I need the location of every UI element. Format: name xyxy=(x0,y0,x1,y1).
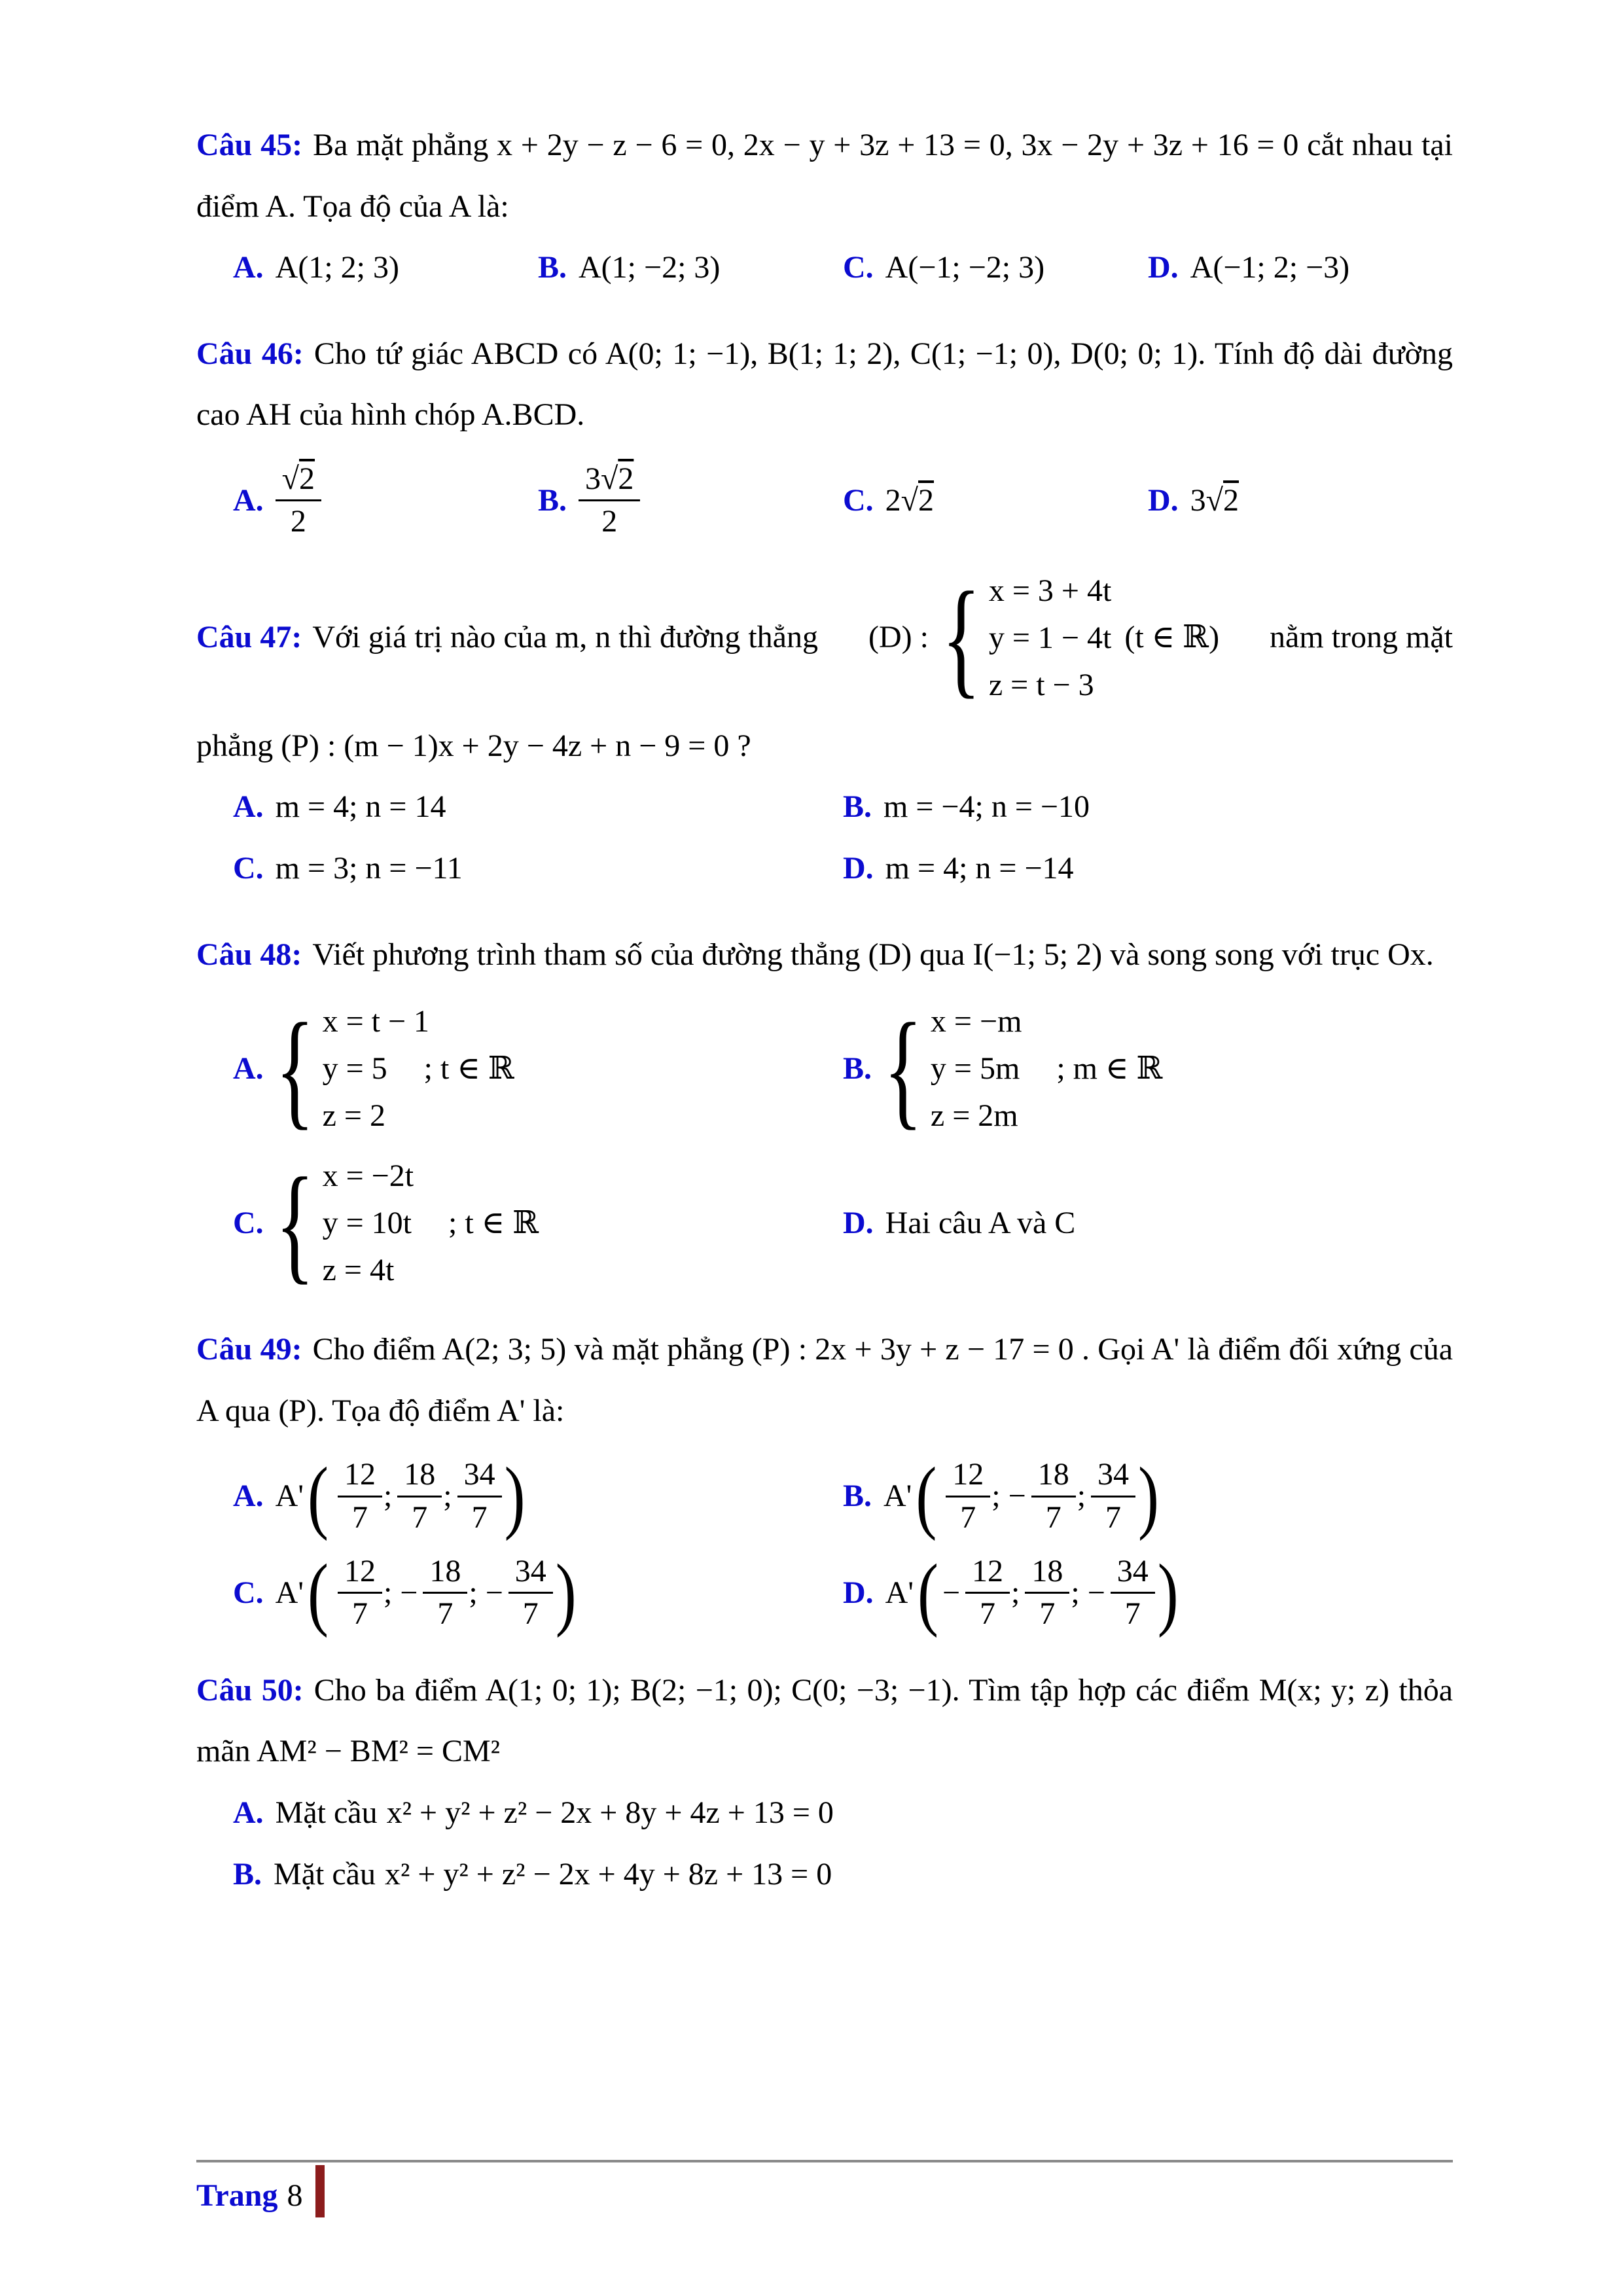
option-49-C xyxy=(233,1547,843,1638)
option-text: A(1; −2; 3) xyxy=(579,250,721,285)
coordinate xyxy=(467,1551,552,1635)
option-46-C xyxy=(843,470,1148,531)
question-47-stem xyxy=(196,567,1453,709)
system-line-x: x = 3 + 4t xyxy=(988,573,1112,608)
separator: ; xyxy=(1011,1575,1020,1611)
domain-note: ; m ∈ ℝ xyxy=(1056,1051,1163,1086)
question-47-stem-continued: phẳng (P) : (m − 1)x + 2y − 4z + n − 9 = 0 ? xyxy=(196,728,751,763)
left-brace: { xyxy=(883,996,923,1141)
fraction-numerator: 34 xyxy=(514,1554,546,1589)
option-intro: Mặt cầu xyxy=(275,1795,378,1831)
system-line-y xyxy=(323,1200,539,1247)
option-text: m = −4; n = −10 xyxy=(883,789,1090,825)
root-expression xyxy=(1190,470,1239,531)
system-line-z: z = 2m xyxy=(930,1098,1018,1134)
fraction xyxy=(338,1454,382,1538)
radicand: 2 xyxy=(1223,483,1240,518)
fraction-denominator: 2 xyxy=(276,499,321,542)
left-paren: ( xyxy=(307,1450,329,1542)
radicand: 2 xyxy=(918,483,935,518)
fraction-numerator: 12 xyxy=(344,1554,376,1589)
coordinate xyxy=(382,1454,442,1538)
fraction-denominator: 7 xyxy=(1111,1592,1155,1634)
option-49-A xyxy=(233,1450,843,1542)
option-46-B xyxy=(538,459,843,543)
system-line-x: x = t − 1 xyxy=(322,1004,430,1039)
fraction xyxy=(1111,1551,1155,1635)
coefficient: 2 xyxy=(885,483,901,518)
parametric-system xyxy=(942,567,1111,709)
question-48-label: Câu 48: xyxy=(196,937,302,972)
line-definition xyxy=(868,567,1219,709)
question-48-stem xyxy=(196,924,1453,986)
option-47-D xyxy=(843,838,1453,899)
option-letter: A. xyxy=(233,1795,264,1831)
separator: ; − xyxy=(991,1479,1026,1514)
fraction-denominator: 7 xyxy=(457,1496,502,1538)
fraction xyxy=(276,459,321,543)
coordinate xyxy=(1010,1551,1069,1635)
fraction-numerator: 12 xyxy=(344,1457,376,1492)
separator: ; − xyxy=(1071,1575,1105,1611)
fraction-denominator: 7 xyxy=(965,1592,1010,1634)
question-48 xyxy=(196,924,1453,1295)
option-letter: A. xyxy=(233,250,264,285)
fraction xyxy=(423,1551,467,1635)
left-paren: ( xyxy=(916,1450,937,1542)
coordinate-triple xyxy=(883,1450,1162,1542)
question-50-stem-text: Cho ba điểm A(1; 0; 1); B(2; −1; 0); C(0; −3; −1). Tìm tập hợp các điểm M(x; y; z) thỏa mãn AM² − BM² = CM² xyxy=(196,1672,1454,1769)
right-paren: ) xyxy=(504,1450,526,1542)
system-line-text: y = 5 xyxy=(322,1051,387,1086)
option-letter: D. xyxy=(843,1206,874,1241)
domain-note: ; t ∈ ℝ xyxy=(448,1206,539,1241)
fraction-denominator: 2 xyxy=(579,499,640,542)
stem-segment xyxy=(196,613,818,663)
point-name: A' xyxy=(883,1479,912,1514)
left-paren: ( xyxy=(307,1547,329,1638)
radicand: 2 xyxy=(299,461,315,496)
question-45 xyxy=(196,115,1453,298)
option-letter: B. xyxy=(233,1856,262,1892)
domain-note: (t ∈ ℝ) xyxy=(1124,620,1220,655)
point-name: A' xyxy=(275,1575,304,1611)
question-46-label: Câu 46: xyxy=(196,336,304,371)
option-50-A xyxy=(196,1782,1453,1844)
option-letter: C. xyxy=(843,483,874,518)
root-expression xyxy=(885,470,934,531)
domain-note: ; t ∈ ℝ xyxy=(423,1051,514,1086)
coordinate xyxy=(331,1454,382,1538)
question-49 xyxy=(196,1319,1454,1638)
option-text: A(−1; 2; −3) xyxy=(1190,250,1350,285)
option-48-C xyxy=(233,1153,843,1294)
question-49-stem xyxy=(196,1319,1453,1441)
option-letter: D. xyxy=(1148,250,1179,285)
option-letter: B. xyxy=(538,483,567,518)
fraction-denominator: 7 xyxy=(1091,1496,1135,1538)
system-line-text: y = 5m xyxy=(930,1051,1020,1086)
fraction-denominator: 7 xyxy=(1025,1592,1069,1634)
fraction xyxy=(338,1551,382,1635)
system-rows xyxy=(323,1153,539,1294)
option-letter: B. xyxy=(843,1051,872,1086)
question-50-label: Câu 50: xyxy=(196,1672,304,1708)
question-46-stem-text: Cho tứ giác ABCD có A(0; 1; −1), B(1; 1; 2), C(1; −1; 0), D(0; 0; 1). Tính độ dài đường cao AH của hình chóp A.BCD. xyxy=(196,336,1453,433)
left-brace: { xyxy=(941,565,981,710)
option-letter: B. xyxy=(538,250,567,285)
fraction-numerator: 34 xyxy=(463,1457,495,1492)
fraction xyxy=(1025,1551,1069,1635)
system-line-z: z = 2 xyxy=(322,1098,385,1134)
right-paren: ) xyxy=(555,1547,577,1638)
separator: ; − xyxy=(383,1575,418,1611)
question-45-options xyxy=(196,237,1453,298)
fraction xyxy=(1031,1454,1076,1538)
option-letter: A. xyxy=(233,789,264,825)
stem-segment: nằm trong mặt xyxy=(1270,620,1453,655)
fraction-numerator xyxy=(579,459,640,499)
right-paren: ) xyxy=(1138,1450,1160,1542)
fraction-denominator: 7 xyxy=(397,1496,442,1538)
fraction xyxy=(965,1551,1010,1635)
question-47 xyxy=(196,567,1453,899)
question-49-label: Câu 49: xyxy=(196,1332,302,1367)
fraction-numerator: 12 xyxy=(952,1457,984,1492)
separator: ; xyxy=(1077,1479,1086,1514)
radical-sign: √ xyxy=(281,461,300,496)
system-line-x: x = −2t xyxy=(322,1158,414,1194)
fraction-denominator: 7 xyxy=(423,1592,467,1634)
parametric-system xyxy=(883,998,1162,1139)
option-letter: C. xyxy=(843,250,874,285)
coordinate-triple xyxy=(885,1547,1181,1638)
stem-text: Với giá trị nào của m, n thì đường thẳng xyxy=(312,620,818,655)
fraction xyxy=(946,1454,990,1538)
footer-red-bar xyxy=(315,2165,325,2217)
option-letter: D. xyxy=(1148,483,1179,518)
question-45-label: Câu 45: xyxy=(196,128,303,162)
question-47-options-row-1 xyxy=(196,776,1453,838)
question-46-stem xyxy=(196,323,1453,446)
coordinate xyxy=(442,1454,501,1538)
coefficient: 3 xyxy=(1190,483,1206,518)
option-47-B xyxy=(843,776,1453,838)
option-letter: A. xyxy=(233,1479,264,1514)
option-letter: D. xyxy=(843,1575,874,1611)
separator: ; − xyxy=(469,1575,503,1611)
question-50 xyxy=(196,1660,1453,1905)
coordinate xyxy=(939,1454,990,1538)
option-text: m = 4; n = 14 xyxy=(275,789,446,825)
fraction-denominator: 7 xyxy=(1031,1496,1076,1538)
question-47-label: Câu 47: xyxy=(196,620,302,655)
question-50-stem xyxy=(196,1660,1453,1782)
option-45-B xyxy=(538,237,843,298)
page-footer xyxy=(196,2160,1453,2217)
radicand: 2 xyxy=(618,461,634,496)
fraction xyxy=(397,1454,442,1538)
option-48-B xyxy=(843,998,1453,1139)
option-49-B xyxy=(843,1450,1453,1542)
square-root xyxy=(282,459,315,499)
coordinate xyxy=(1069,1551,1154,1635)
system-line-x: x = −m xyxy=(930,1004,1022,1039)
coordinate-triple xyxy=(275,1547,579,1638)
radical-sign: √ xyxy=(601,461,618,496)
left-brace: { xyxy=(275,1151,315,1295)
question-49-stem-text: Cho điểm A(2; 3; 5) và mặt phẳng (P) : 2x + 3y + z − 17 = 0 . Gọi A' là điểm đối xứng của A qua (P). Tọa độ điểm A' là: xyxy=(196,1332,1454,1428)
coordinate xyxy=(990,1454,1075,1538)
separator: − xyxy=(942,1575,961,1611)
separator: ; xyxy=(383,1479,393,1514)
system-rows xyxy=(323,998,514,1139)
point-name: A' xyxy=(275,1479,304,1514)
fraction-numerator: 34 xyxy=(1116,1554,1149,1589)
option-letter: A. xyxy=(233,483,264,518)
coordinate xyxy=(1076,1454,1135,1538)
option-45-A xyxy=(233,237,538,298)
fraction-denominator: 7 xyxy=(338,1496,382,1538)
footer-text xyxy=(196,2173,1453,2217)
option-text: A(−1; −2; 3) xyxy=(885,250,1045,285)
option-equation: x² + y² + z² − 2x + 8y + 4z + 13 = 0 xyxy=(386,1795,834,1831)
option-47-C xyxy=(233,838,843,899)
option-letter: D. xyxy=(843,850,874,886)
option-letter: B. xyxy=(843,789,872,825)
square-root xyxy=(601,459,633,499)
footer-page-label: Trang xyxy=(196,2178,278,2213)
fraction xyxy=(508,1551,553,1635)
system-rows xyxy=(931,998,1163,1139)
question-49-options-row-1 xyxy=(196,1450,1453,1542)
square-root xyxy=(1206,483,1239,518)
fraction-denominator: 7 xyxy=(946,1496,990,1538)
option-49-D xyxy=(843,1547,1453,1638)
separator: ; xyxy=(443,1479,452,1514)
point-name: A' xyxy=(885,1575,914,1611)
radical-sign: √ xyxy=(901,483,919,518)
option-50-B xyxy=(196,1844,1453,1905)
question-49-options-row-2 xyxy=(196,1547,1453,1638)
option-47-A xyxy=(233,776,843,838)
option-45-C xyxy=(843,237,1148,298)
fraction-numerator: 18 xyxy=(429,1554,461,1589)
coordinate-triple xyxy=(275,1450,528,1542)
parametric-system xyxy=(276,998,514,1139)
radical-sign: √ xyxy=(1205,483,1224,518)
system-rows xyxy=(989,567,1111,709)
option-letter: C. xyxy=(233,850,264,886)
line-name: (D) : xyxy=(868,620,929,655)
fraction xyxy=(579,459,640,543)
option-45-D xyxy=(1148,237,1453,298)
question-48-options-row-2 xyxy=(196,1153,1453,1294)
system-line-y xyxy=(323,1045,514,1092)
fraction-numerator: 12 xyxy=(972,1554,1004,1589)
system-line-z: z = t − 3 xyxy=(988,667,1094,702)
footer-rule xyxy=(196,2160,1453,2162)
option-text: m = 3; n = −11 xyxy=(275,850,463,886)
left-brace: { xyxy=(275,996,315,1141)
question-48-stem-text: Viết phương trình tham số của đường thẳng (D) qua I(−1; 5; 2) và song song với trục Ox. xyxy=(312,937,1434,972)
coordinate xyxy=(382,1551,467,1635)
option-46-A xyxy=(233,459,538,543)
option-48-A xyxy=(233,998,843,1139)
system-line-text: y = 10t xyxy=(322,1206,412,1241)
option-intro: Mặt cầu xyxy=(274,1856,376,1892)
question-45-stem xyxy=(196,115,1453,237)
option-equation: x² + y² + z² − 2x + 4y + 8z + 13 = 0 xyxy=(384,1856,832,1892)
coefficient: 3 xyxy=(585,461,601,496)
fraction-numerator: 34 xyxy=(1097,1457,1130,1492)
option-46-D xyxy=(1148,470,1453,531)
fraction-numerator xyxy=(276,459,321,499)
parametric-system xyxy=(276,1153,539,1294)
right-paren: ) xyxy=(1157,1547,1179,1638)
coordinate xyxy=(331,1551,382,1635)
option-letter: B. xyxy=(843,1479,872,1514)
fraction-numerator: 18 xyxy=(1037,1457,1069,1492)
left-paren: ( xyxy=(917,1547,938,1638)
fraction-numerator: 18 xyxy=(1031,1554,1063,1589)
fraction xyxy=(457,1454,502,1538)
fraction-numerator: 18 xyxy=(404,1457,436,1492)
option-letter: C. xyxy=(233,1575,264,1611)
option-text: Hai câu A và C xyxy=(885,1206,1076,1241)
option-letter: C. xyxy=(233,1206,264,1241)
footer-page-number: 8 xyxy=(287,2178,303,2213)
fraction-denominator: 7 xyxy=(508,1592,553,1634)
option-letter: A. xyxy=(233,1051,264,1086)
fraction-denominator: 7 xyxy=(338,1592,382,1634)
coordinate xyxy=(941,1551,1010,1635)
system-line-y: y = 1 − 4t xyxy=(988,620,1112,655)
question-45-stem-text: Ba mặt phẳng x + 2y − z − 6 = 0, 2x − y + 3z + 13 = 0, 3x − 2y + 3z + 16 = 0 cắt nhau tại điểm A. Tọa độ của A là: xyxy=(196,128,1453,224)
question-46-options xyxy=(196,459,1453,543)
fraction xyxy=(1091,1454,1135,1538)
option-text: m = 4; n = −14 xyxy=(885,850,1074,886)
square-root xyxy=(901,483,934,518)
question-46 xyxy=(196,323,1453,543)
system-line-z: z = 4t xyxy=(322,1253,395,1288)
system-line-y xyxy=(931,1045,1163,1092)
question-48-options-row-1 xyxy=(196,998,1453,1139)
option-48-D xyxy=(843,1193,1453,1254)
question-47-options-row-2 xyxy=(196,838,1453,899)
option-text: A(1; 2; 3) xyxy=(275,250,399,285)
